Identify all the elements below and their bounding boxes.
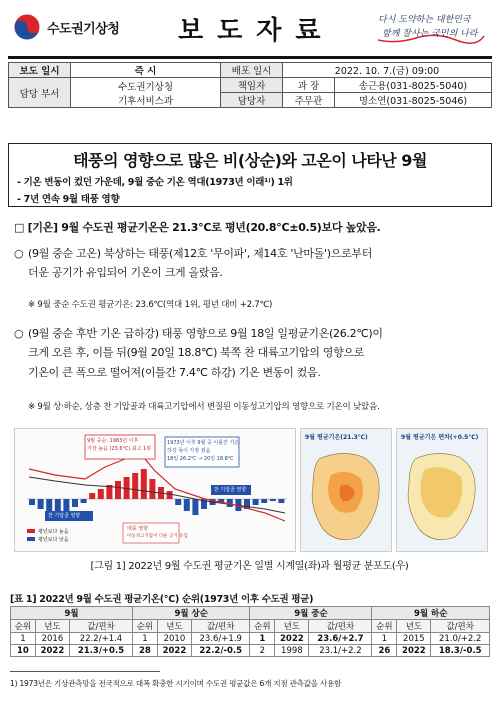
table-row [11, 633, 490, 645]
cell: 10 [11, 645, 36, 657]
group-header: 9월 하순 [372, 607, 490, 620]
anomaly-bar [141, 469, 147, 499]
cell: 23.6/+1.9 [192, 633, 250, 645]
col-val: 값/편차 [69, 620, 132, 633]
cell: 2 [250, 645, 275, 657]
anomaly-bar [63, 499, 69, 511]
slogan-line-2: 함께 잘사는 국민의 나라 [382, 29, 478, 39]
temperature-anomaly-map [396, 428, 488, 552]
cell: 1 [372, 633, 397, 645]
col-year: 년도 [397, 620, 431, 633]
anomaly-bar [253, 499, 259, 505]
footnote-rule [10, 671, 160, 672]
mean-temperature-map [300, 428, 392, 552]
col-year: 년도 [35, 620, 69, 633]
release-label: 보도 일시 [9, 63, 71, 78]
dist-label: 배포 일시 [221, 63, 283, 78]
staff-label: 담당자 [221, 93, 283, 108]
anomaly-bar [278, 499, 284, 503]
slogan-line-1: 다시 도약하는 대한민국 [378, 15, 471, 25]
col-rank: 순위 [372, 620, 397, 633]
header-rule [8, 56, 492, 59]
col-year: 년도 [157, 620, 191, 633]
chart-note-1: 1973년 이후 9월 중 이틀간 기온 [167, 440, 240, 446]
anomaly-bar [46, 499, 52, 513]
headline-sub-2: - 7년 연속 9월 태풍 영향 [17, 194, 120, 205]
slogan [376, 10, 486, 48]
anomaly-bar [184, 499, 190, 511]
col-year: 년도 [275, 620, 309, 633]
cell: 21.3/+0.5 [69, 645, 132, 657]
circle-bullet-icon: ○ [14, 247, 24, 260]
note-1: ※ 9월 중순 수도권 평균기온: 23.6℃(역대 1위, 평년 대비 +2.7℃) [28, 300, 273, 310]
p1-line-1: (9월 중순 고온) 북상하는 태풍(제12호 '무이파', 제14호 '난마돌')으로부터 [28, 247, 373, 260]
cell: 1998 [275, 645, 309, 657]
footnote: 1) 1973년은 기상관측망을 전국적으로 대폭 확충한 시기이며 수도권 평균값은 6개 지점 관측값을 사용함 [10, 679, 342, 688]
staff-role: 주무관 [283, 93, 335, 108]
staff-contact: 명소연(031-8025-5046) [335, 93, 492, 108]
anomaly-bar [98, 489, 104, 499]
note-2: ※ 9월 상·하순, 상층 찬 기압골과 대륙고기압에서 변질된 이동성고기압의 영향으로 기온이 낮았음. [28, 402, 380, 412]
figure-caption: [그림 1] 2022년 9월 수도권 평균기온 일별 시계열(좌)과 월평균 분포도(우) [90, 561, 409, 572]
cell: 28 [133, 645, 158, 657]
main-statement: □ [기온] 9월 수도권 평균기온은 21.3℃로 평년(20.8℃±0.5)보다 높았음. [14, 221, 381, 234]
group-header: 9월 [11, 607, 133, 620]
headline-sub-1: - 기온 변동이 컸던 가운데, 9월 중순 기온 역대(1973년 이래¹⁾) 1위 [17, 177, 293, 188]
cell: 2010 [157, 633, 191, 645]
cell: 2015 [397, 633, 431, 645]
cell: 22.2/+1.4 [69, 633, 132, 645]
anomaly-bar [192, 499, 198, 515]
ranking-table [10, 606, 490, 657]
map2-graphic [397, 445, 487, 551]
daily-temperature-chart [14, 428, 296, 552]
cell: 21.0/+2.2 [431, 633, 490, 645]
chart-note-3: 18일 26.2℃ → 20일 18.8℃ [167, 456, 234, 462]
anomaly-bar [270, 499, 276, 501]
col-rank: 순위 [250, 620, 275, 633]
release-info-table [8, 62, 492, 108]
headline-box [8, 143, 492, 207]
table-row [11, 645, 490, 657]
col-val: 값/편차 [431, 620, 490, 633]
col-rank: 순위 [11, 620, 36, 633]
paragraph-mid-sep-heat [14, 244, 484, 283]
dept-value [71, 78, 221, 108]
col-val: 값/편차 [309, 620, 372, 633]
circle-bullet-icon: ○ [14, 327, 24, 340]
cell: 1 [133, 633, 158, 645]
taegeuk-icon [12, 12, 42, 42]
anomaly-bar [175, 499, 181, 505]
anomaly-bar [29, 499, 35, 505]
group-header: 9월 상순 [133, 607, 250, 620]
anomaly-bar [81, 499, 87, 503]
p1-line-2: 더운 공기가 유입되어 기온이 크게 올랐음. [28, 266, 223, 280]
resp-role: 과 장 [283, 78, 335, 93]
p2-line-1: (9월 중순 후반 기온 급하강) 태풍 영향으로 9월 18일 일평균기온(26.2℃)이 [28, 327, 383, 340]
resp-contact: 송근용(031-8025-5040) [335, 78, 492, 93]
legend-cool: 평년보다 낮음 [38, 537, 69, 543]
anomaly-bar [115, 481, 121, 499]
p2-line-2: 크게 오른 후, 이틀 뒤(9월 20일 18.8℃) 북쪽 찬 대륙고기압의 영향으로 [28, 346, 365, 360]
col-val: 값/편차 [192, 620, 250, 633]
agency-logo [12, 12, 119, 42]
anomaly-bar [132, 473, 138, 499]
chart-note-2: 하강 폭이 가장 컸음 [167, 448, 211, 454]
dist-value: 2022. 10. 7.(금) 09:00 [283, 63, 492, 78]
table-title: [표 1] 2022년 9월 수도권 평균기온(℃) 순위(1973년 이후 수도권 평균) [10, 594, 314, 605]
label-cold-trough: 찬 기압골 영향 [48, 513, 81, 519]
map2-title: 9월 평균기온 편차(+0.5℃) [401, 434, 479, 441]
cell: 2022 [275, 633, 309, 645]
label-continental: 찬 기압골 영향 [214, 487, 247, 493]
cell: 2022 [397, 645, 431, 657]
dept-value-2: 기후서비스과 [117, 95, 174, 107]
anomaly-bar [38, 499, 44, 509]
dept-label: 담당 부서 [9, 78, 71, 108]
cell: 22.2/-0.5 [192, 645, 250, 657]
cell: 1 [11, 633, 36, 645]
anomaly-bar [149, 479, 155, 499]
headline-title: 태풍의 영향으로 많은 비(상순)와 고온이 나타난 9월 [73, 151, 427, 170]
press-release-title: 보도자료 [178, 16, 335, 46]
chart-note-4: 9월 중순: 1983년 이후 [87, 438, 139, 444]
p2-line-3: 기온이 큰 폭으로 떨어져(이틀간 7.4℃ 하강) 기온 변동이 컸음. [28, 365, 321, 379]
label-typhoon: 태풍 영향 [127, 526, 148, 532]
anomaly-bar [261, 499, 267, 503]
col-rank: 순위 [133, 620, 158, 633]
cell: 2016 [35, 633, 69, 645]
legend-warm: 평년보다 높음 [38, 529, 69, 535]
anomaly-bar [72, 499, 78, 507]
cell: 23.6/+2.7 [309, 633, 372, 645]
cell: 26 [372, 645, 397, 657]
map1-graphic [301, 445, 391, 551]
agency-name: 수도권기상청 [47, 21, 120, 37]
cell: 2022 [35, 645, 69, 657]
map1-title: 9월 평균기온(21.3℃) [305, 434, 368, 441]
cell: 18.3/-0.5 [431, 645, 490, 657]
release-value: 즉 시 [71, 63, 221, 78]
cell: 1 [250, 633, 275, 645]
anomaly-bar [89, 493, 95, 499]
press-header [8, 8, 492, 54]
dept-value-1: 수도권기상청 [117, 81, 174, 93]
group-header: 9월 중순 [250, 607, 372, 620]
chart-note-5: 가장 높음 (23.6℃) 최고 1위 [87, 446, 151, 452]
paragraph-temp-drop [14, 324, 484, 382]
label-mobile-high: 이동성고기압이 더운 공기 유입 [127, 534, 188, 539]
resp-label: 책임자 [221, 78, 283, 93]
cell: 23.1/+2.2 [309, 645, 372, 657]
cell: 2022 [157, 645, 191, 657]
